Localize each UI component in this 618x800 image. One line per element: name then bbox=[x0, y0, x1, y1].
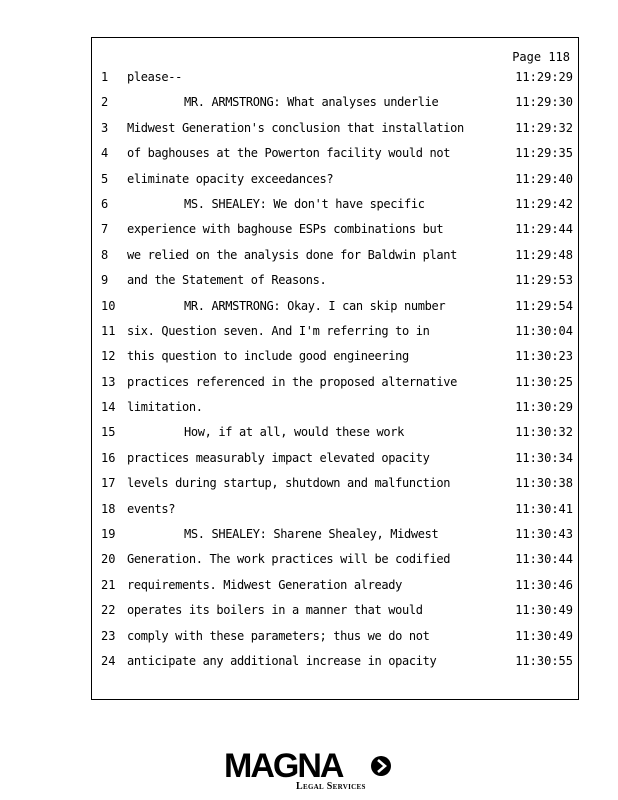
line-text: six. Question seven. And I'm referring to in bbox=[127, 323, 430, 338]
transcript-line bbox=[92, 90, 578, 115]
transcript-line bbox=[92, 446, 578, 471]
line-text: MS. SHEALEY: We don't have specific bbox=[184, 196, 425, 211]
line-number: 13 bbox=[101, 374, 116, 389]
line-number: 22 bbox=[101, 603, 116, 618]
transcript-line bbox=[92, 116, 578, 141]
timestamp: 11:29:30 bbox=[515, 95, 573, 110]
line-text: How, if at all, would these work bbox=[184, 425, 404, 440]
line-text: of baghouses at the Powerton facility would not bbox=[127, 146, 451, 161]
logo-wordmark: MAGNA bbox=[224, 747, 343, 785]
magna-logo bbox=[224, 748, 394, 792]
timestamp: 11:30:34 bbox=[515, 450, 573, 465]
timestamp: 11:30:25 bbox=[515, 374, 573, 389]
transcript-page bbox=[91, 37, 579, 700]
timestamp: 11:29:42 bbox=[515, 196, 573, 211]
line-text: anticipate any additional increase in opacity bbox=[127, 653, 437, 668]
transcript-lines bbox=[92, 65, 578, 674]
line-number: 1 bbox=[101, 70, 109, 84]
timestamp: 11:30:32 bbox=[515, 425, 573, 440]
line-text: requirements. Midwest Generation already bbox=[127, 577, 402, 592]
timestamp: 11:29:32 bbox=[515, 120, 573, 135]
line-number: 9 bbox=[101, 273, 109, 288]
transcript-line bbox=[92, 649, 578, 674]
transcript-line bbox=[92, 141, 578, 166]
page-number: Page 118 bbox=[512, 50, 570, 64]
line-number: 10 bbox=[101, 298, 116, 313]
transcript-line bbox=[92, 294, 578, 319]
line-number: 21 bbox=[101, 577, 116, 592]
timestamp: 11:30:49 bbox=[515, 628, 573, 643]
timestamp: 11:29:40 bbox=[515, 171, 573, 186]
transcript-line bbox=[92, 192, 578, 217]
timestamp: 11:30:49 bbox=[515, 603, 573, 618]
transcript-line bbox=[92, 522, 578, 547]
line-text: this question to include good engineering bbox=[127, 349, 409, 364]
transcript-line bbox=[92, 370, 578, 395]
transcript-line bbox=[92, 471, 578, 496]
transcript-line bbox=[92, 344, 578, 369]
timestamp: 11:29:29 bbox=[515, 70, 573, 84]
line-number: 16 bbox=[101, 450, 116, 465]
line-text: operates its boilers in a manner that would bbox=[127, 603, 423, 618]
transcript-line bbox=[92, 243, 578, 268]
line-number: 17 bbox=[101, 476, 116, 491]
timestamp: 11:29:53 bbox=[515, 273, 573, 288]
timestamp: 11:30:29 bbox=[515, 400, 573, 415]
line-text: MR. ARMSTRONG: What analyses underlie bbox=[184, 95, 439, 110]
line-number: 6 bbox=[101, 196, 109, 211]
transcript-line bbox=[92, 65, 578, 90]
line-number: 7 bbox=[101, 222, 109, 237]
line-number: 4 bbox=[101, 146, 109, 161]
line-text: levels during startup, shutdown and malfunction bbox=[127, 476, 451, 491]
line-text: limitation. bbox=[127, 400, 203, 415]
transcript-line bbox=[92, 547, 578, 572]
line-text: experience with baghouse ESPs combinations but bbox=[127, 222, 444, 237]
line-number: 5 bbox=[101, 171, 109, 186]
timestamp: 11:29:54 bbox=[515, 298, 573, 313]
timestamp: 11:30:41 bbox=[515, 501, 573, 516]
transcript-line bbox=[92, 573, 578, 598]
timestamp: 11:29:44 bbox=[515, 222, 573, 237]
transcript-line bbox=[92, 624, 578, 649]
line-number: 15 bbox=[101, 425, 116, 440]
timestamp: 11:30:04 bbox=[515, 323, 573, 338]
line-text: Midwest Generation's conclusion that installation bbox=[127, 120, 464, 135]
line-number: 12 bbox=[101, 349, 116, 364]
line-text: practices referenced in the proposed alternative bbox=[127, 374, 457, 389]
line-number: 8 bbox=[101, 247, 109, 262]
circle-arrow-icon bbox=[370, 755, 392, 777]
line-number: 20 bbox=[101, 552, 116, 567]
transcript-line bbox=[92, 598, 578, 623]
line-number: 18 bbox=[101, 501, 116, 516]
transcript-line bbox=[92, 217, 578, 242]
line-text: please-- bbox=[127, 70, 182, 84]
timestamp: 11:30:46 bbox=[515, 577, 573, 592]
line-number: 2 bbox=[101, 95, 109, 110]
line-number: 23 bbox=[101, 628, 116, 643]
line-text: Generation. The work practices will be codified bbox=[127, 552, 451, 567]
line-text: MR. ARMSTRONG: Okay. I can skip number bbox=[184, 298, 446, 313]
transcript-line bbox=[92, 420, 578, 445]
timestamp: 11:29:48 bbox=[515, 247, 573, 262]
timestamp: 11:30:38 bbox=[515, 476, 573, 491]
transcript-line bbox=[92, 167, 578, 192]
timestamp: 11:30:23 bbox=[515, 349, 573, 364]
timestamp: 11:30:43 bbox=[515, 527, 573, 542]
timestamp: 11:30:55 bbox=[515, 653, 573, 668]
transcript-line bbox=[92, 395, 578, 420]
timestamp: 11:29:35 bbox=[515, 146, 573, 161]
line-number: 11 bbox=[101, 323, 116, 338]
logo-subtitle: Legal Services bbox=[296, 781, 366, 792]
line-number: 19 bbox=[101, 527, 116, 542]
line-number: 14 bbox=[101, 400, 116, 415]
line-text: practices measurably impact elevated opacity bbox=[127, 450, 430, 465]
line-number: 24 bbox=[101, 653, 116, 668]
transcript-line bbox=[92, 319, 578, 344]
line-number: 3 bbox=[101, 120, 109, 135]
transcript-line bbox=[92, 497, 578, 522]
line-text: eliminate opacity exceedances? bbox=[127, 171, 334, 186]
transcript-line bbox=[92, 268, 578, 293]
line-text: and the Statement of Reasons. bbox=[127, 273, 327, 288]
line-text: events? bbox=[127, 501, 176, 516]
line-text: comply with these parameters; thus we do not bbox=[127, 628, 430, 643]
line-text: MS. SHEALEY: Sharene Shealey, Midwest bbox=[184, 527, 439, 542]
timestamp: 11:30:44 bbox=[515, 552, 573, 567]
line-text: we relied on the analysis done for Baldwin plant bbox=[127, 247, 457, 262]
